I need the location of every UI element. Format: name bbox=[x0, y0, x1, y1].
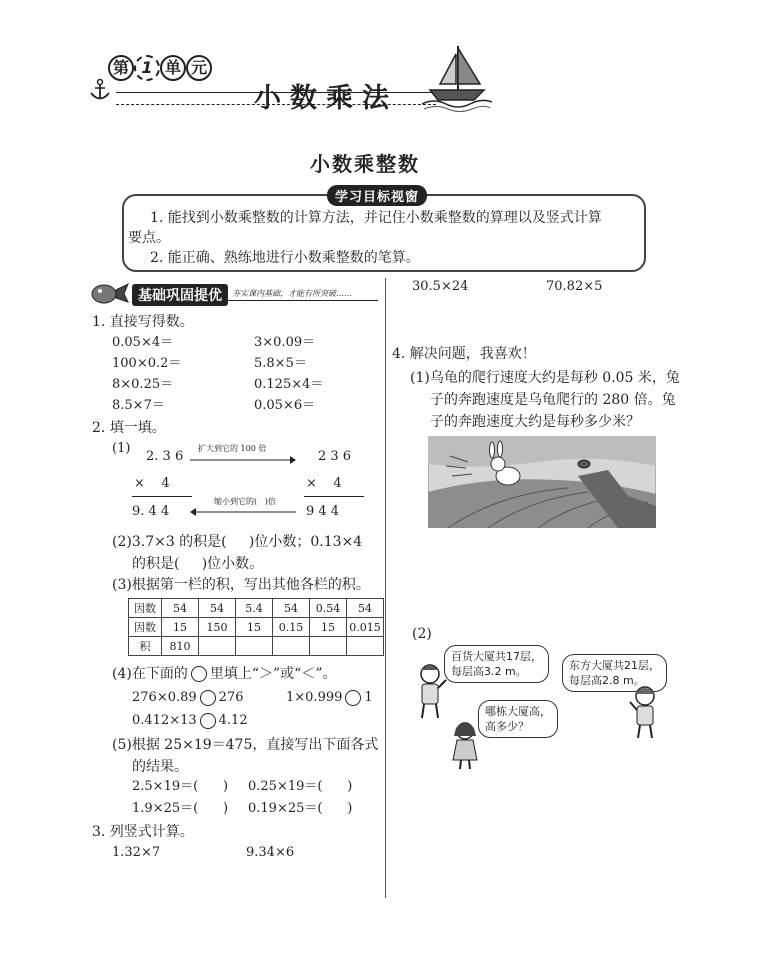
compare-row-2 bbox=[132, 712, 248, 730]
table-cell: 150 bbox=[199, 618, 236, 637]
q4-p1-line3: 子的奔跑速度大约是每秒多少米？ bbox=[430, 414, 640, 430]
q2-p2-line1: (2)3.7×3 的积是( )位小数；0.13×4 bbox=[112, 534, 363, 550]
table-cell: 积 bbox=[129, 637, 162, 656]
section-rule bbox=[228, 300, 378, 301]
speech-bubble-1 bbox=[444, 645, 549, 683]
goal-item-1-line1: 1. 能找到小数乘整数的计算方法，并记住小数乘整数的算理以及竖式计算 bbox=[150, 210, 602, 226]
q3-item: 1.32×7 bbox=[112, 845, 161, 860]
table-cell: 54 bbox=[347, 599, 384, 618]
table-cell: 0.54 bbox=[310, 599, 347, 618]
compare-circle-icon bbox=[191, 666, 207, 682]
q2-p1-label: (1) bbox=[112, 441, 131, 456]
q2-top-left: 2. 3 6 bbox=[146, 449, 184, 464]
table-cell: 15 bbox=[236, 618, 273, 637]
q2-p5-line2: 的结果。 bbox=[132, 759, 188, 775]
p5-item: 0.19×25＝( ) bbox=[248, 801, 353, 816]
table-cell[interactable] bbox=[273, 637, 310, 656]
compare-3-left: 0.412×13 bbox=[132, 713, 197, 728]
q2-p4 bbox=[112, 664, 336, 684]
arrow-left-icon bbox=[190, 508, 296, 516]
q1-item: 100×0.2＝ bbox=[112, 356, 182, 371]
q3-item: 9.34×6 bbox=[246, 845, 295, 860]
bubble2-line1: 东方大厦共21层， bbox=[569, 659, 660, 672]
bubble2-line2: 每层高2.8 m。 bbox=[569, 674, 645, 687]
q2-mul-right: × 4 bbox=[306, 476, 342, 491]
q2-p5-line1: (5)根据 25×19＝475，直接写出下面各式 bbox=[112, 737, 379, 753]
compare-1-left: 276×0.89 bbox=[132, 690, 197, 705]
table-cell: 因数 bbox=[129, 599, 162, 618]
p5-item: 1.9×25＝( ) bbox=[132, 801, 229, 816]
q2-top-right: 2 3 6 bbox=[318, 449, 352, 464]
q1-item: 0.05×4＝ bbox=[112, 335, 174, 350]
compare-2-circle[interactable] bbox=[345, 690, 361, 706]
table-cell: 因数 bbox=[129, 618, 162, 637]
compare-1-right: 276 bbox=[218, 690, 244, 705]
q2-p3: (3)根据第一栏的积，写出其他各栏的积。 bbox=[112, 577, 370, 593]
q2-product-table bbox=[128, 598, 384, 656]
section-badge: 基础巩固提优 bbox=[132, 284, 228, 306]
table-cell: 15 bbox=[162, 618, 199, 637]
p5-item: 0.25×19＝( ) bbox=[248, 779, 353, 794]
q4-p1-line1: (1)乌龟的爬行速度大约是每秒 0.05 米，兔 bbox=[410, 370, 680, 386]
compare-row-1-left bbox=[132, 689, 243, 707]
q2-res-left: 9. 4 4 bbox=[132, 504, 170, 519]
p5-item: 2.5×19＝( ) bbox=[132, 779, 229, 794]
table-cell: 0.015 bbox=[347, 618, 384, 637]
table-cell: 5.4 bbox=[236, 599, 273, 618]
mascot-icon bbox=[90, 280, 130, 306]
arrow-right-icon bbox=[190, 456, 296, 464]
girl-character-icon bbox=[448, 720, 482, 770]
goal-item-1-line2: 要点。 bbox=[128, 230, 170, 246]
unit-title: 小数乘法 bbox=[254, 83, 398, 114]
q2-p4-prefix: (4)在下面的 bbox=[112, 666, 188, 682]
compare-3-circle[interactable] bbox=[200, 713, 216, 729]
lesson-title: 小数乘整数 bbox=[310, 152, 420, 176]
compare-2-left: 1×0.999 bbox=[286, 690, 343, 705]
bubble1-line2: 每层高3.2 m。 bbox=[451, 665, 527, 678]
compare-3-right: 4.12 bbox=[218, 713, 248, 728]
q1-title: 1. 直接写得数。 bbox=[92, 314, 194, 330]
child-character-icon bbox=[628, 684, 662, 740]
q4-title: 4. 解决问题，我喜欢！ bbox=[392, 346, 536, 362]
q1-item: 8.5×7＝ bbox=[112, 398, 165, 413]
goal-item-1 bbox=[128, 208, 644, 248]
table-row bbox=[129, 637, 384, 656]
race-illustration bbox=[428, 436, 656, 528]
q3-title: 3. 列竖式计算。 bbox=[92, 824, 194, 840]
boy-character-icon bbox=[412, 662, 448, 720]
q2-arrow-top-label: 扩大到它的 100 倍 bbox=[198, 444, 267, 453]
q2-arrow-bottom-label: 缩小到它的( )倍 bbox=[214, 497, 276, 506]
table-cell: 15 bbox=[310, 618, 347, 637]
unit-char-3: 单 bbox=[160, 55, 186, 81]
anchor-icon bbox=[88, 78, 112, 102]
q2-line-left bbox=[132, 496, 192, 497]
q1-item: 3×0.09＝ bbox=[254, 335, 316, 350]
table-row bbox=[129, 599, 384, 618]
compare-2-right: 1 bbox=[364, 690, 373, 705]
q2-title: 2. 填一填。 bbox=[92, 420, 166, 436]
q3-item: 30.5×24 bbox=[412, 279, 469, 294]
q2-line-right bbox=[304, 496, 364, 497]
unit-number: 1 bbox=[134, 55, 160, 81]
compare-1-circle[interactable] bbox=[200, 690, 216, 706]
q1-item: 0.125×4＝ bbox=[254, 377, 324, 392]
q1-item: 0.05×6＝ bbox=[254, 398, 316, 413]
table-cell[interactable] bbox=[347, 637, 384, 656]
compare-row-1-right bbox=[286, 689, 373, 707]
table-row bbox=[129, 618, 384, 637]
column-divider bbox=[385, 278, 386, 898]
sailboat-icon bbox=[420, 40, 492, 112]
goals-label: 学习目标视窗 bbox=[327, 185, 427, 206]
unit-char-1: 第 bbox=[108, 55, 134, 81]
goal-item-2: 2. 能正确、熟练地进行小数乘整数的笔算。 bbox=[150, 250, 420, 266]
table-cell: 54 bbox=[162, 599, 199, 618]
unit-badge bbox=[108, 55, 212, 81]
unit-char-4: 元 bbox=[186, 55, 212, 81]
section-tagline: 夯实课内基础，才能有所突破…… bbox=[232, 289, 352, 298]
table-cell[interactable] bbox=[199, 637, 236, 656]
table-cell[interactable] bbox=[310, 637, 347, 656]
q2-p2-line2: 的积是( )位小数。 bbox=[132, 556, 264, 572]
bubble1-line1: 百货大厦共17层， bbox=[451, 650, 542, 663]
q1-item: 5.8×5＝ bbox=[254, 356, 307, 371]
table-cell: 54 bbox=[199, 599, 236, 618]
q1-item: 8×0.25＝ bbox=[112, 377, 174, 392]
q2-p4-suffix: 里填上“＞”或“＜”。 bbox=[209, 666, 337, 682]
table-cell[interactable] bbox=[236, 637, 273, 656]
table-cell[interactable]: 810 bbox=[162, 637, 199, 656]
table-cell: 54 bbox=[273, 599, 310, 618]
q2-res-right: 9 4 4 bbox=[306, 504, 340, 519]
q4-p2-label: (2) bbox=[412, 626, 432, 642]
speech-bubble-3 bbox=[478, 700, 558, 738]
table-cell: 0.15 bbox=[273, 618, 310, 637]
q4-p1-line2: 子的奔跑速度是乌龟爬行的 280 倍。兔 bbox=[430, 392, 676, 408]
q2-mul-left: × 4 bbox=[134, 476, 170, 491]
bubble3-line1: 哪栋大厦高， bbox=[485, 705, 551, 718]
bubble3-line2: 高多少？ bbox=[485, 720, 529, 733]
q3-item: 70.82×5 bbox=[546, 279, 603, 294]
